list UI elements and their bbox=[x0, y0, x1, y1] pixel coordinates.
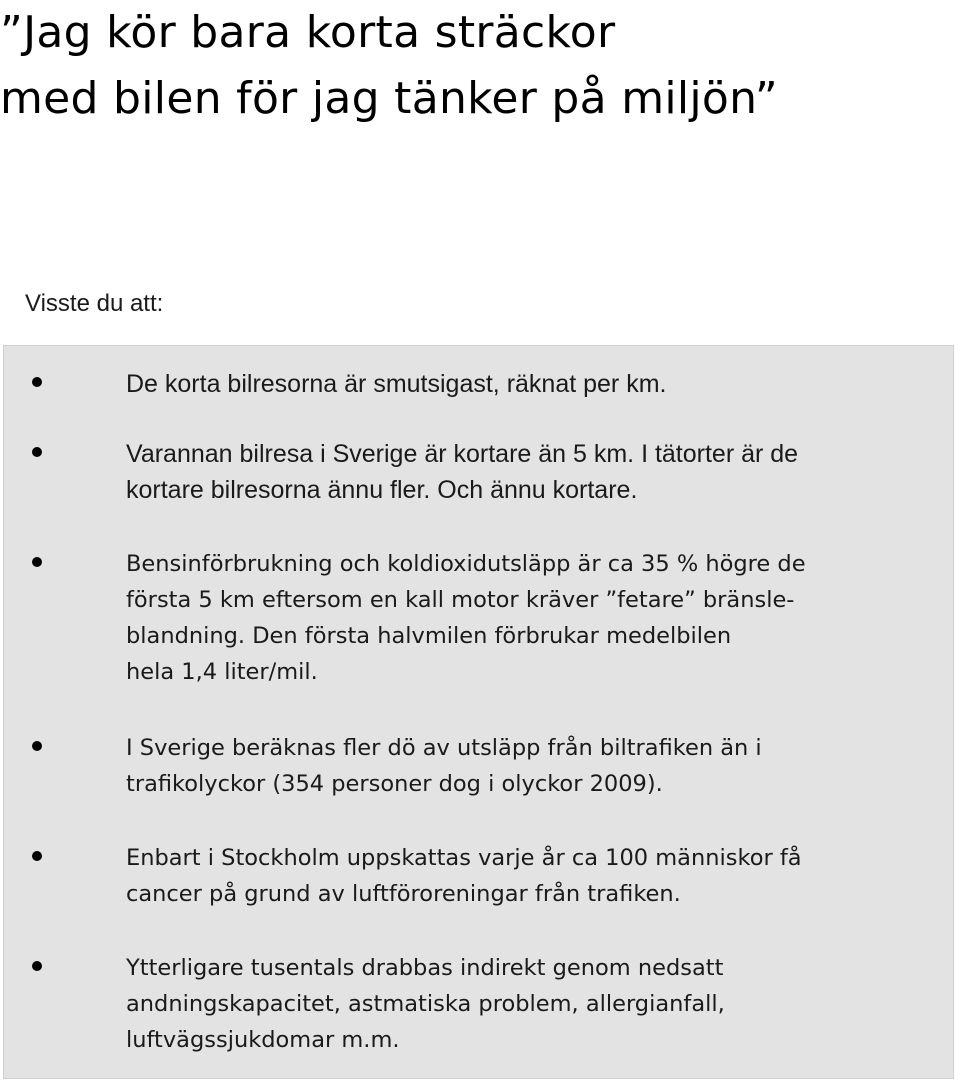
fact-line: Varannan bilresa i Sverige är kortare än 5 km. I tätorter är de bbox=[126, 440, 799, 468]
fact-line: kortare bilresorna ännu fler. Och ännu kortare. bbox=[126, 476, 638, 504]
bullet-icon bbox=[32, 851, 42, 861]
fact-text bbox=[126, 546, 806, 690]
fact-line: I Sverige beräknas fler dö av utsläpp från biltrafiken än i bbox=[126, 735, 762, 761]
fact-text bbox=[126, 950, 725, 1058]
bullet-icon bbox=[32, 557, 42, 567]
fact-line: De korta bilresorna är smutsigast, räknat per km. bbox=[126, 370, 667, 398]
bullet-icon bbox=[32, 961, 42, 971]
fact-line: Ytterligare tusentals drabbas indirekt genom nedsatt bbox=[126, 955, 724, 981]
bullet-icon bbox=[32, 377, 42, 387]
fact-line: Bensinförbrukning och koldioxidutsläpp är ca 35 % högre de bbox=[126, 551, 806, 577]
fact-line: trafikolyckor (354 personer dog i olyckor 2009). bbox=[126, 771, 663, 797]
fact-line: andningskapacitet, astmatiska problem, allergianfall, bbox=[126, 991, 725, 1017]
headline bbox=[0, 0, 778, 132]
facts-box bbox=[3, 345, 954, 1079]
headline-line: med bilen för jag tänker på miljön” bbox=[0, 73, 779, 124]
fact-text bbox=[126, 730, 762, 802]
intro-text: Visste du att: bbox=[25, 290, 164, 317]
fact-line: hela 1,4 liter/mil. bbox=[126, 659, 318, 685]
fact-text bbox=[126, 366, 666, 402]
fact-text bbox=[126, 840, 802, 912]
headline-line: ”Jag kör bara korta sträckor bbox=[0, 7, 616, 58]
fact-line: första 5 km eftersom en kall motor kräver ”fetare” bränsle- bbox=[126, 587, 795, 613]
fact-line: blandning. Den första halvmilen förbrukar medelbilen bbox=[126, 623, 732, 649]
fact-line: Enbart i Stockholm uppskattas varje år ca 100 människor få bbox=[126, 845, 802, 871]
bullet-icon bbox=[32, 447, 42, 457]
fact-line: luftvägssjukdomar m.m. bbox=[126, 1027, 400, 1053]
bullet-icon bbox=[32, 741, 42, 751]
fact-line: cancer på grund av luftföroreningar från trafiken. bbox=[126, 881, 681, 907]
fact-text bbox=[126, 436, 798, 508]
